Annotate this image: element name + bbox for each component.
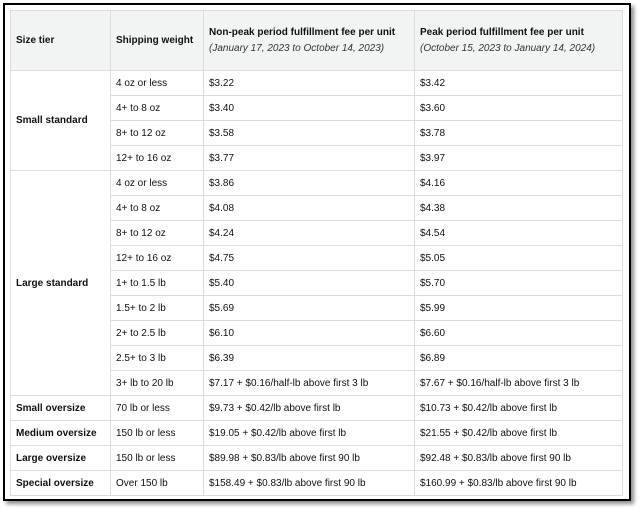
weight-cell: 150 lb or less: [111, 446, 204, 471]
non-peak-fee-cell: $7.17 + $0.16/half-lb above first 3 lb: [204, 371, 415, 396]
non-peak-fee-cell: $9.73 + $0.42/lb above first lb: [204, 396, 415, 421]
weight-cell: 8+ to 12 oz: [111, 121, 204, 146]
non-peak-fee-cell: $6.39: [204, 346, 415, 371]
peak-fee-cell: $21.55 + $0.42/lb above first lb: [415, 421, 623, 446]
size-tier-cell: Large oversize: [11, 446, 111, 471]
weight-cell: 3+ lb to 20 lb: [111, 371, 204, 396]
peak-title: Peak period fulfillment fee per unit: [420, 26, 584, 38]
weight-cell: 4 oz or less: [111, 71, 204, 96]
table-row: [11, 471, 623, 496]
table-row: [11, 446, 623, 471]
peak-fee-cell: $3.60: [415, 96, 623, 121]
size-tier-cell: Small standard: [11, 71, 111, 171]
table-row: [11, 396, 623, 421]
non-peak-fee-cell: $4.24: [204, 221, 415, 246]
header-non-peak-fee: [204, 11, 415, 71]
non-peak-fee-cell: $5.40: [204, 271, 415, 296]
peak-fee-cell: $5.99: [415, 296, 623, 321]
peak-fee-cell: $160.99 + $0.83/lb above first 90 lb: [415, 471, 623, 496]
weight-cell: 4+ to 8 oz: [111, 96, 204, 121]
peak-fee-cell: $4.16: [415, 171, 623, 196]
size-tier-cell: Small oversize: [11, 396, 111, 421]
peak-fee-cell: $92.48 + $0.83/lb above first 90 lb: [415, 446, 623, 471]
weight-cell: 12+ to 16 oz: [111, 146, 204, 171]
non-peak-dates: (January 17, 2023 to October 14, 2023): [209, 42, 385, 54]
weight-cell: 1.5+ to 2 lb: [111, 296, 204, 321]
non-peak-fee-cell: $19.05 + $0.42/lb above first lb: [204, 421, 415, 446]
weight-cell: 150 lb or less: [111, 421, 204, 446]
non-peak-fee-cell: $4.75: [204, 246, 415, 271]
peak-fee-cell: $6.60: [415, 321, 623, 346]
peak-fee-cell: $5.70: [415, 271, 623, 296]
peak-fee-cell: $7.67 + $0.16/half-lb above first 3 lb: [415, 371, 623, 396]
non-peak-fee-cell: $3.40: [204, 96, 415, 121]
weight-cell: 2.5+ to 3 lb: [111, 346, 204, 371]
peak-fee-cell: $3.97: [415, 146, 623, 171]
non-peak-fee-cell: $89.98 + $0.83/lb above first 90 lb: [204, 446, 415, 471]
size-tier-cell: Large standard: [11, 171, 111, 396]
table-row: [11, 421, 623, 446]
non-peak-fee-cell: $6.10: [204, 321, 415, 346]
weight-cell: Over 150 lb: [111, 471, 204, 496]
size-tier-cell: Medium oversize: [11, 421, 111, 446]
fulfillment-fee-table: [10, 10, 623, 496]
non-peak-fee-cell: $3.86: [204, 171, 415, 196]
weight-cell: 12+ to 16 oz: [111, 246, 204, 271]
weight-cell: 70 lb or less: [111, 396, 204, 421]
non-peak-fee-cell: $3.58: [204, 121, 415, 146]
weight-cell: 2+ to 2.5 lb: [111, 321, 204, 346]
non-peak-fee-cell: $4.08: [204, 196, 415, 221]
size-tier-cell: Special oversize: [11, 471, 111, 496]
non-peak-fee-cell: $3.22: [204, 71, 415, 96]
weight-cell: 4 oz or less: [111, 171, 204, 196]
peak-fee-cell: $5.05: [415, 246, 623, 271]
header-peak-fee: [415, 11, 623, 71]
screenshot-frame: [3, 3, 631, 501]
weight-cell: 8+ to 12 oz: [111, 221, 204, 246]
peak-fee-cell: $4.38: [415, 196, 623, 221]
table-row: [11, 71, 623, 96]
non-peak-fee-cell: $158.49 + $0.83/lb above first 90 lb: [204, 471, 415, 496]
non-peak-title: Non-peak period fulfillment fee per unit: [209, 26, 396, 38]
header-size-tier: Size tier: [11, 11, 111, 71]
non-peak-fee-cell: $5.69: [204, 296, 415, 321]
non-peak-fee-cell: $3.77: [204, 146, 415, 171]
peak-fee-cell: $6.89: [415, 346, 623, 371]
peak-fee-cell: $10.73 + $0.42/lb above first lb: [415, 396, 623, 421]
table-row: [11, 171, 623, 196]
table-header-row: [11, 11, 623, 71]
peak-fee-cell: $4.54: [415, 221, 623, 246]
peak-fee-cell: $3.42: [415, 71, 623, 96]
peak-fee-cell: $3.78: [415, 121, 623, 146]
peak-dates: (October 15, 2023 to January 14, 2024): [420, 42, 596, 54]
header-shipping-weight: Shipping weight: [111, 11, 204, 71]
weight-cell: 4+ to 8 oz: [111, 196, 204, 221]
weight-cell: 1+ to 1.5 lb: [111, 271, 204, 296]
